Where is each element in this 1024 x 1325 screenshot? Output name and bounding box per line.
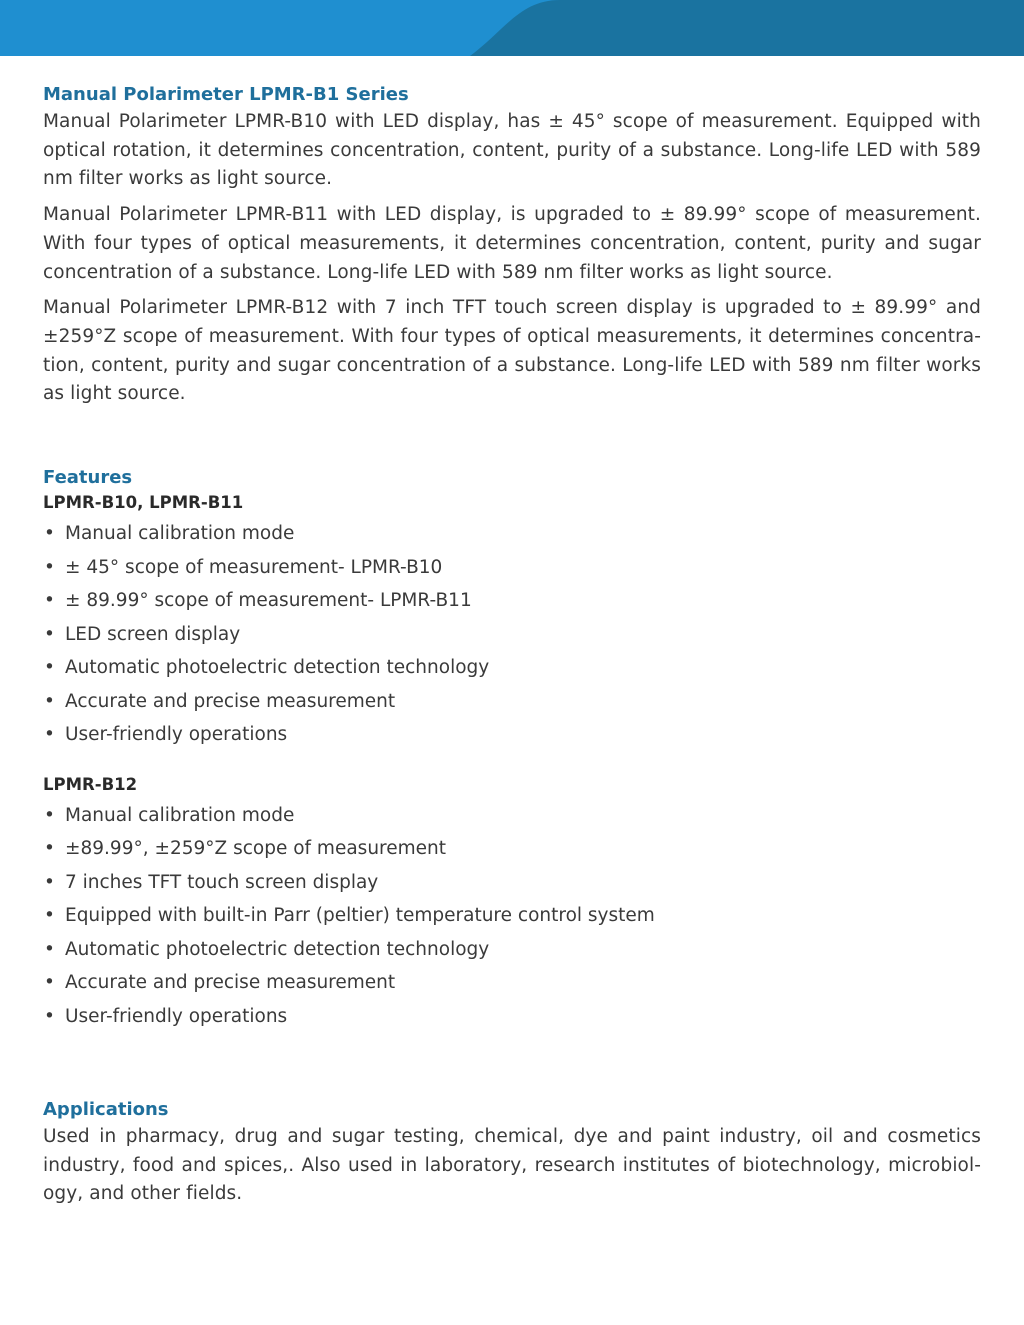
- list-item: [43, 933, 981, 967]
- features-group1-subtitle: LPMR-B10, LPMR-B11: [43, 493, 244, 513]
- header-banner: [0, 0, 1024, 56]
- bullet-icon: •: [44, 556, 55, 578]
- list-item: [43, 551, 981, 585]
- list-item: [43, 866, 981, 900]
- bullet-icon: •: [44, 657, 55, 679]
- list-item: [43, 584, 981, 618]
- list-item-text: Automatic photoelectric detection technology: [65, 938, 490, 960]
- list-item-text: Manual calibration mode: [65, 523, 295, 545]
- bullet-icon: •: [44, 690, 55, 712]
- intro-paragraph: Manual Polarimeter LPMR-B11 with LED display, is upgraded to ± 89.99° scope of measurement. With four types of optical measurements, it determines concentration, content, purity and sugar concentration of a substance. Long-life LED with 589 nm filter works as light source.: [43, 204, 981, 283]
- list-item-text: User-friendly operations: [65, 724, 288, 746]
- bullet-icon: •: [44, 623, 55, 645]
- intro-section: [43, 82, 981, 409]
- list-item: [43, 517, 981, 551]
- bullet-icon: •: [44, 804, 55, 826]
- bullet-icon: •: [44, 590, 55, 612]
- list-item: [43, 832, 981, 866]
- banner-dark-band: [470, 0, 1024, 56]
- intro-paragraph: Manual Polarimeter LPMR-B10 with LED display, has ± 45° scope of measurement. Equipped with optical rotation, it determines concentration, content, purity of a substance. Long-life LED with 589 nm filter works as light source.: [43, 111, 981, 190]
- bullet-icon: •: [44, 1005, 55, 1027]
- bullet-icon: •: [44, 905, 55, 927]
- list-item-text: Automatic photoelectric detection technology: [65, 657, 490, 679]
- features-group2-subtitle: LPMR-B12: [43, 774, 138, 794]
- bullet-icon: •: [44, 724, 55, 746]
- features-section: [43, 465, 981, 1033]
- list-item-text: ±89.99°, ±259°Z scope of measurement: [65, 838, 447, 860]
- list-item-text: LED screen display: [65, 623, 241, 645]
- list-item: [43, 718, 981, 752]
- list-item-text: User-friendly operations: [65, 1005, 288, 1027]
- applications-section: [43, 1097, 981, 1209]
- applications-title: Applications: [43, 1099, 169, 1121]
- list-item: [43, 651, 981, 685]
- intro-title: Manual Polarimeter LPMR-B1 Series: [43, 84, 409, 105]
- list-item-text: ± 45° scope of measurement- LPMR-B10: [65, 556, 443, 578]
- bullet-icon: •: [44, 838, 55, 860]
- list-item: [43, 799, 981, 833]
- list-item-text: 7 inches TFT touch screen display: [65, 871, 379, 893]
- list-item: [43, 1000, 981, 1034]
- list-item-text: Accurate and precise measurement: [65, 972, 396, 994]
- document-content: [43, 82, 981, 1216]
- list-item: [43, 899, 981, 933]
- list-item-text: Equipped with built-in Parr (peltier) temperature control system: [65, 905, 655, 927]
- bullet-icon: •: [44, 523, 55, 545]
- list-item-text: Accurate and precise measurement: [65, 690, 396, 712]
- features-title: Features: [43, 467, 133, 489]
- bullet-icon: •: [44, 972, 55, 994]
- features-group2-list: [43, 799, 981, 1034]
- bullet-icon: •: [44, 871, 55, 893]
- bullet-icon: •: [44, 938, 55, 960]
- applications-paragraph: Used in pharmacy, drug and sugar testing, chemical, dye and paint industry, oil and cosmetics industry, food and spices,. Also used in laboratory, research institutes of biotechnology, microbiol-ogy, and other fields.: [43, 1126, 981, 1205]
- list-item-text: ± 89.99° scope of measurement- LPMR-B11: [65, 590, 472, 612]
- list-item: [43, 966, 981, 1000]
- intro-paragraph: Manual Polarimeter LPMR-B12 with 7 inch TFT touch screen display is upgraded to ± 89.99° and ±259°Z scope of measurement. With four types of optical measurements, it determines concentra-tion, content, purity and sugar concentration of a substance. Long-life LED with 589 nm filter works as light source.: [43, 297, 981, 405]
- features-group1-list: [43, 517, 981, 752]
- list-item-text: Manual calibration mode: [65, 804, 295, 826]
- list-item: [43, 685, 981, 719]
- list-item: [43, 618, 981, 652]
